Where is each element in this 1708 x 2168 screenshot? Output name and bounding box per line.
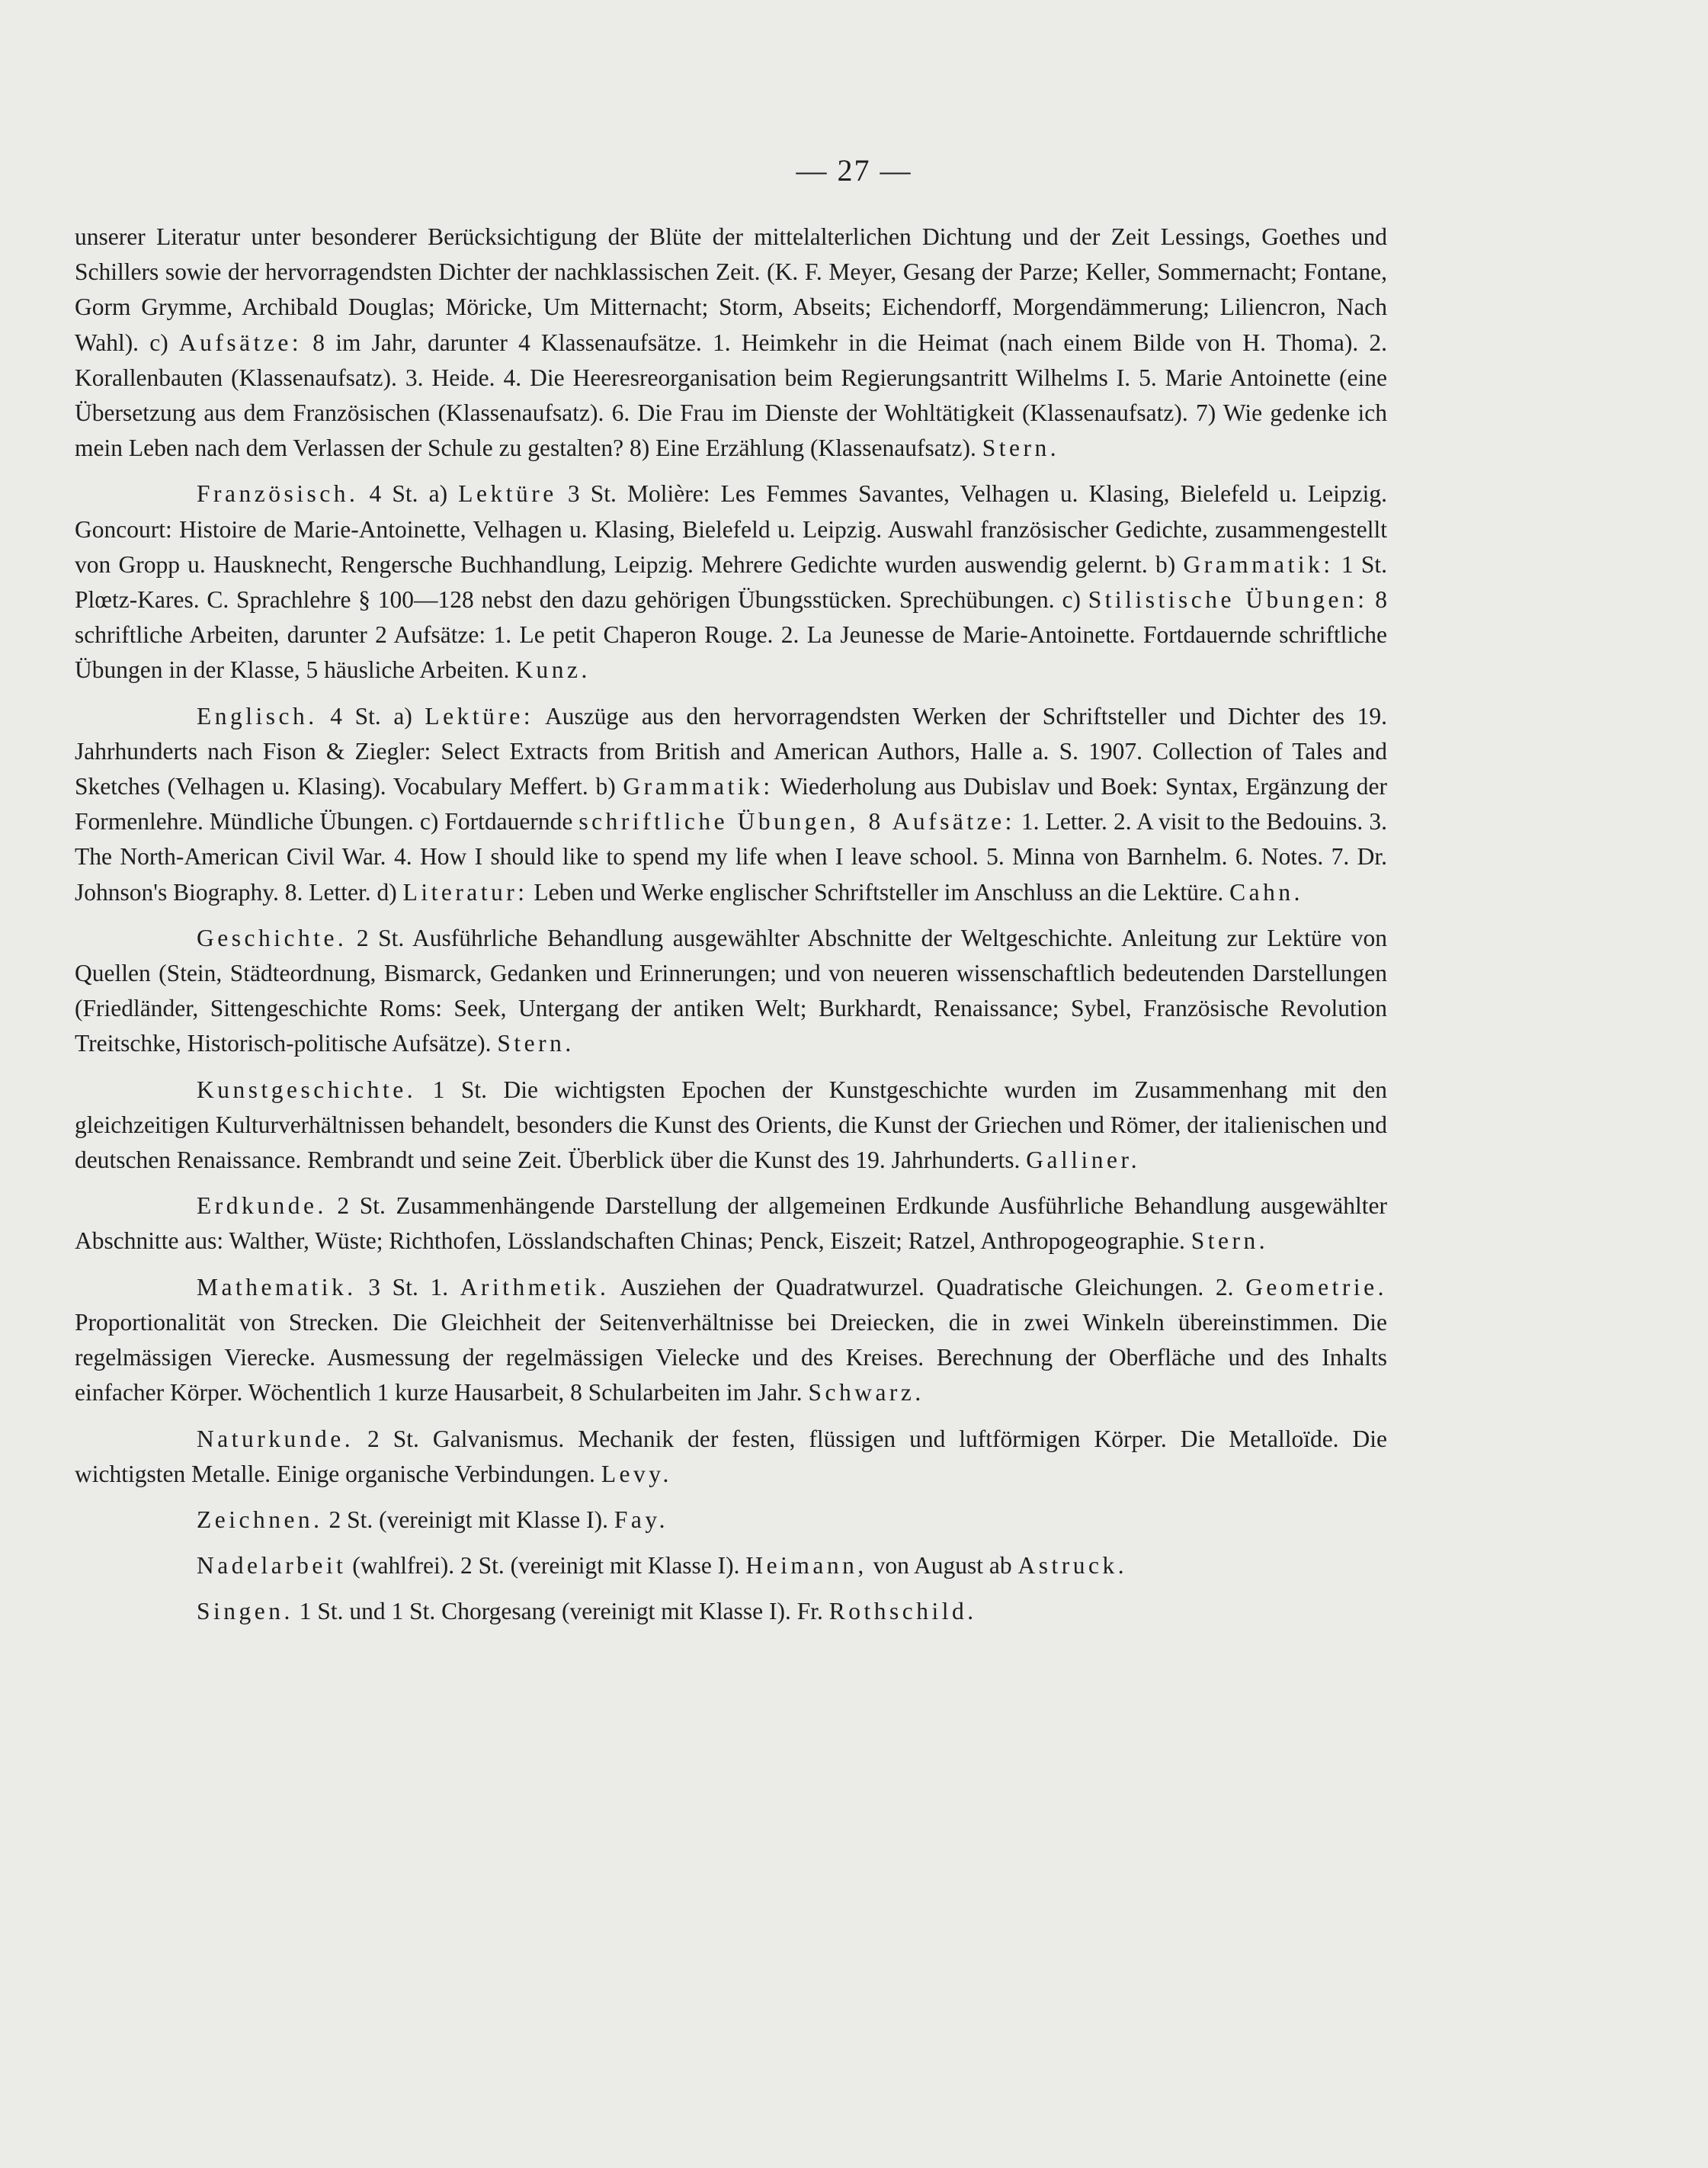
emphasized-term: Arithmetik. xyxy=(460,1273,610,1300)
emphasized-term: Stern. xyxy=(1190,1227,1269,1255)
emphasized-term: Galliner. xyxy=(1026,1147,1141,1174)
emphasized-term: Rothschild. xyxy=(828,1598,977,1625)
text-run: Auszüge aus den hervorragendsten Werken der Schriftsteller und Dichter des 19. Jahrhunderts nach Fison & Ziegler: Select Extracts from British and American Authors, Halle a. S. 1907. Collection of Tales and Sketches (Velhagen u. Klasing). Vocabulary Meffert. b) xyxy=(75,702,1387,800)
text-run: 4 St. a) xyxy=(358,480,459,508)
text-run: von August ab xyxy=(867,1552,1018,1579)
emphasized-term: Grammatik: xyxy=(623,773,774,800)
emphasized-term: Lektüre: xyxy=(425,702,534,730)
emphasized-term: Geometrie. xyxy=(1245,1273,1387,1300)
text-run: 4 St. a) xyxy=(317,702,425,730)
paragraph-erdkunde xyxy=(75,1188,1387,1259)
text-run: 8 schriftliche Arbeiten, darunter 2 Aufsätze: 1. Le petit Chaperon Rouge. 2. La Jeunesse de Marie-Antoinette. Fortdauernde schriftliche Übungen in der Klasse, 5 häusliche Arbeiten. xyxy=(75,586,1387,684)
text-run: (wahlfrei). 2 St. (vereinigt mit Klasse I). xyxy=(346,1552,746,1579)
emphasized-term: Mathematik. xyxy=(197,1273,357,1300)
text-run: unserer Literatur unter besonderer Berücksichtigung der Blüte der mittelalterlichen Dichtung und der Zeit Lessings, Goethes und Schillers sowie der hervorragendsten Dichter der nachklassischen Zeit. (K. F. Meyer, Gesang der Parze; Keller, Sommernacht; Fontane, Gorm Grymme, Archibald Douglas; Möricke, Um Mitternacht; Storm, Abseits; Eichendorff, Morgendämmerung; Liliencron, Nach Wahl). c) xyxy=(75,223,1387,356)
text-run: 1 St. Die wichtigsten Epochen der Kunstgeschichte wurden im Zusammenhang mit den gleichzeitigen Kulturverhältnissen behandelt, besonders die Kunst des Orients, die Kunst der Griechen und Römer, der italienischen und deutschen Renaissance. Rembrandt und seine Zeit. Überblick über die Kunst des 19. Jahrhunderts. xyxy=(75,1076,1387,1174)
text-run: 3 St. 1. xyxy=(356,1273,460,1300)
emphasized-term: Stilistische Übungen: xyxy=(1088,586,1368,614)
emphasized-term: Fay. xyxy=(614,1506,668,1533)
text-run: 2 St. Galvanismus. Mechanik der festen, flüssigen und luftförmigen Körper. Die Metalloïde. Die wichtigsten Metalle. Einige organische Verbindungen. xyxy=(75,1425,1387,1487)
emphasized-term: Kunz. xyxy=(515,656,591,684)
paragraph-geschichte xyxy=(75,921,1387,1062)
emphasized-term: Zeichnen. xyxy=(197,1506,323,1533)
text-run: 2 St. Ausführliche Behandlung ausgewählter Abschnitte der Weltgeschichte. Anleitung zur Lektüre von Quellen (Stein, Städteordnung, Bismarck, Gedanken und Erinnerungen; und von neueren wissenschaftlich bedeutenden Darstellungen (Friedländer, Sittengeschichte Roms: Seek, Untergang der antiken Welt; Burkhardt, Renaissance; Sybel, Französische Revolution Treitschke, Historisch-politische Aufsätze). xyxy=(75,924,1387,1057)
emphasized-term: Stern. xyxy=(982,435,1060,462)
emphasized-term: Cahn. xyxy=(1229,878,1304,906)
text-run: Ausziehen der Quadratwurzel. Quadratische Gleichungen. 2. xyxy=(609,1273,1246,1300)
text-run: Proportionalität von Strecken. Die Gleichheit der Seitenverhältnisse bei Dreiecken, die in zwei Winkeln übereinstimmen. Die regelmässigen Vierecke. Ausmessung der regelmässigen Vielecke und des Kreises. Berechnung der Oberfläche und des Inhalts einfacher Körper. Wöchentlich 1 kurze Hausarbeit, 8 Schularbeiten im Jahr. xyxy=(75,1308,1387,1406)
emphasized-term: Erdkunde. xyxy=(197,1192,327,1220)
text-run: 2 St. Zusammenhängende Darstellung der allgemeinen Erdkunde Ausführliche Behandlung ausgewählter Abschnitte aus: Walther, Wüste; Richthofen, Lösslandschaften Chinas; Penck, Eiszeit; Ratzel, Anthropogeographie. xyxy=(75,1192,1387,1255)
paragraph-singen xyxy=(75,1594,1387,1629)
emphasized-term: Englisch. xyxy=(197,702,318,730)
emphasized-term: Nadelarbeit xyxy=(197,1552,347,1579)
text-run: 1 St. Plœtz-Kares. C. Sprachlehre § 100—128 nebst den dazu gehörigen Übungsstücken. Sprechübungen. c) xyxy=(75,550,1387,614)
text-run: Wiederholung aus Dubislav und Boek: Syntax, Ergänzung der Formenlehre. Mündliche Übungen. c) Fortdauernde xyxy=(75,773,1387,835)
emphasized-term: Naturkunde. xyxy=(197,1425,354,1452)
emphasized-term: Singen. xyxy=(197,1598,293,1625)
page-number: — 27 — xyxy=(796,153,912,188)
text-run: 8 im Jahr, darunter 4 Klassenaufsätze. 1. Heimkehr in die Heimat (nach einem Bilde von H. Thoma). 2. Korallenbauten (Klassenaufsatz). 3. Heide. 4. Die Heeresreorganisation beim Regierungsantritt Wilhelms I. 5. Marie Antoinette (eine Übersetzung aus dem Französischen (Klassenaufsatz). 6. Die Frau im Dienste der Wohltätigkeit (Klassenaufsatz). 7) Wie gedenke ich mein Leben nach dem Verlassen der Schule zu gestalten? 8) Eine Erzählung (Klassenaufsatz). xyxy=(75,329,1388,462)
emphasized-term: Französisch. xyxy=(197,480,359,508)
emphasized-term: Lektüre xyxy=(458,480,557,508)
emphasized-term: Aufsätze: xyxy=(178,329,303,356)
text-run: 2 St. (vereinigt mit Klasse I). xyxy=(322,1506,614,1533)
emphasized-term: Stern. xyxy=(497,1030,575,1057)
paragraph-naturkunde xyxy=(75,1422,1387,1492)
emphasized-term: Literatur: xyxy=(402,878,528,906)
emphasized-term: schriftliche Übungen, 8 Aufsätze: xyxy=(578,808,1015,835)
text-run: 3 St. Molière: Les Femmes Savantes, Velhagen u. Klasing, Bielefeld u. Leipzig. Goncourt: Histoire de Marie-Antoinette, Velhagen u. Klasing, Bielefeld u. Leipzig. Auswahl französischer Gedichte, zusammengestellt von Gropp u. Hausknecht, Rengersche Buchhandlung, Leipzig. Mehrere Gedichte wurden auswendig gelernt. b) xyxy=(75,480,1387,578)
emphasized-term: Grammatik: xyxy=(1183,550,1334,578)
paragraph-literatur-continuation xyxy=(75,220,1387,466)
emphasized-term: Astruck. xyxy=(1017,1552,1128,1579)
paragraph-kunstgeschichte xyxy=(75,1073,1387,1179)
emphasized-term: Schwarz. xyxy=(808,1379,924,1406)
emphasized-term: Kunstgeschichte. xyxy=(197,1076,417,1103)
paragraph-englisch xyxy=(75,699,1387,910)
text-run: Leben und Werke englischer Schriftsteller im Anschluss an die Lektüre. xyxy=(527,878,1230,906)
body-text xyxy=(75,220,1387,1640)
emphasized-term: Geschichte. xyxy=(197,924,348,951)
paragraph-mathematik xyxy=(75,1270,1387,1411)
paragraph-zeichnen xyxy=(75,1503,1387,1538)
emphasized-term: Levy. xyxy=(601,1460,672,1487)
text-run: 1 St. und 1 St. Chorgesang (vereinigt mit Klasse I). Fr. xyxy=(293,1598,829,1625)
emphasized-term: Heimann, xyxy=(745,1552,867,1579)
text-run: 1. Letter. 2. A visit to the Bedouins. 3. The North-American Civil War. 4. How I should like to spend my life when I leave school. 5. Minna von Barnhelm. 6. Notes. 7. Dr. Johnson's Biography. 8. Letter. d) xyxy=(75,808,1387,906)
paragraph-nadelarbeit xyxy=(75,1548,1387,1583)
paragraph-franzoesisch xyxy=(75,476,1387,688)
